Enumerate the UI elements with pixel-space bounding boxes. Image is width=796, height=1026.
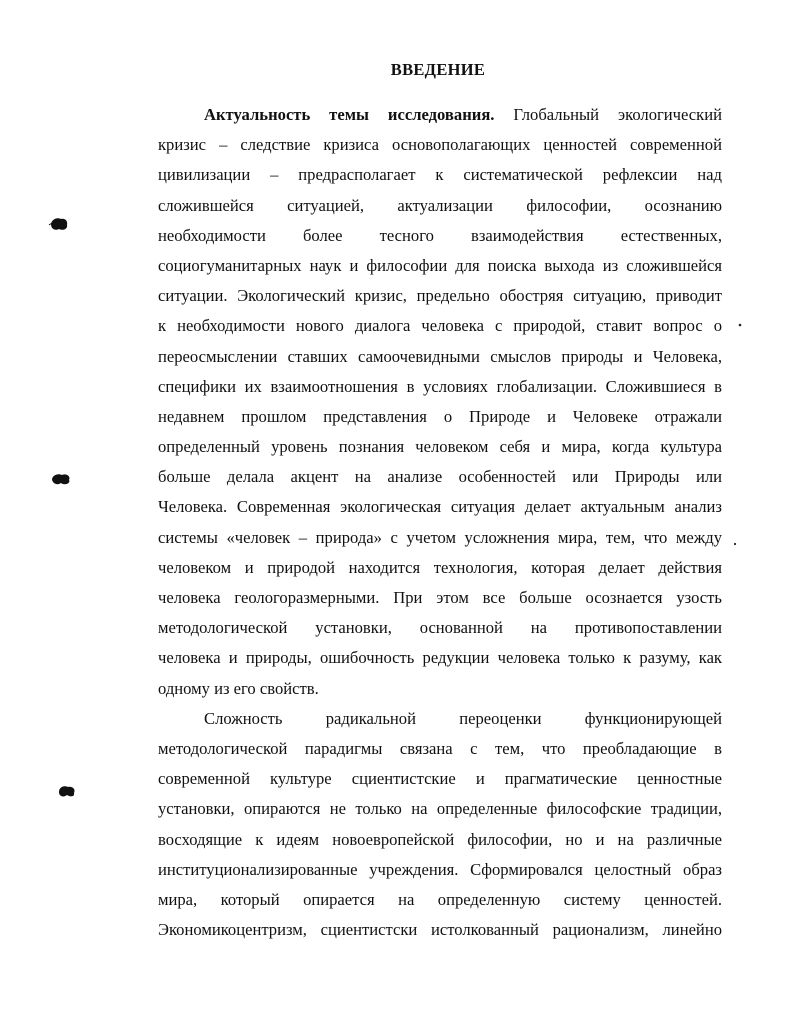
paragraph-1-line: социогуманитарных наук и философии для поиска выхода из сложившейся	[158, 255, 722, 275]
ink-blot-mark	[48, 215, 70, 233]
paragraph-2-line: Сложность радикальной переоценки функционирующей	[204, 708, 722, 728]
paragraph-1-line: больше делала акцент на анализе особенностей или Природы или	[158, 467, 722, 487]
paragraph-1-line: одному из его свойств.	[158, 678, 319, 698]
paragraph-1-line-1-rest: Глобальный экологический	[494, 105, 722, 124]
paragraph-1-line: переосмыслении ставших самоочевидными смыслов природы и Человека,	[158, 346, 722, 366]
paragraph-1-line: человека геологоразмерными. При этом все больше осознается узость	[158, 588, 722, 607]
paragraph-2-line: установки, опираются не только на определенные философские традиции,	[158, 799, 722, 819]
paragraph-2-line: Экономикоцентризм, сциентистски истолкованный рационализм, линейно	[158, 920, 722, 940]
paragraph-1-line: к необходимости нового диалога человека с природой, ставит вопрос о	[158, 316, 722, 336]
paragraph-1-line: методологической установки, основанной на противопоставлении	[158, 618, 722, 638]
paragraph-1-line: специфики их взаимоотношения в условиях глобализации. Сложившиеся в	[158, 376, 722, 396]
paragraph-1-line: определенный уровень познания человеком себя и мира, когда культура	[158, 437, 722, 457]
paragraph-2-line: методологической парадигмы связана с тем, что преобладающие в	[158, 738, 722, 758]
page-title: ВВЕДЕНИЕ	[390, 60, 486, 79]
paragraph-1-line: системы «человек – природа» с учетом усложнения мира, тем, что между	[158, 527, 722, 547]
paragraph-2-line: институционализированные учреждения. Сформировался целостный образ	[158, 859, 722, 879]
paragraph-1-line: необходимости более тесного взаимодействия естественных,	[158, 225, 722, 245]
paragraph-1-line: цивилизации – предрасполагает к систематической рефлексии над	[158, 165, 722, 185]
paragraph-2-line: восходящие к идеям новоевропейской философии, но и на различные	[158, 829, 722, 849]
paragraph-1-line: человеком и природой находится технология, которая делает действия	[158, 557, 722, 577]
ink-blot-mark	[50, 470, 72, 488]
paragraph-1-bold-lead: Актуальность темы исследования.	[204, 105, 495, 124]
paragraph-1-line: сложившейся ситуацией, актуализации философии, осознанию	[158, 195, 722, 215]
paragraph-2-line: мира, который опирается на определенную систему ценностей.	[158, 889, 722, 909]
paragraph-1-line: Человека. Современная экологическая ситуация делает актуальным анализ	[158, 497, 722, 517]
scan-speck-mark	[732, 541, 738, 547]
scan-speck-mark	[737, 322, 743, 328]
paragraph-1-line: кризис – следствие кризиса основополагающих ценностей современной	[158, 135, 722, 155]
paragraph-2-line: современной культуре сциентистские и прагматические ценностные	[158, 769, 722, 789]
body-text	[158, 100, 722, 945]
paragraph-1-line: недавнем прошлом представления о Природе и Человеке отражали	[158, 406, 722, 426]
paragraph-1-line: человека и природы, ошибочность редукции человека только к разуму, как	[158, 648, 722, 668]
paragraph-1-line-1	[158, 100, 722, 130]
paragraph-1-line: ситуации. Экологический кризис, предельно обостряя ситуацию, приводит	[158, 286, 722, 306]
ink-blot-mark	[56, 782, 78, 800]
